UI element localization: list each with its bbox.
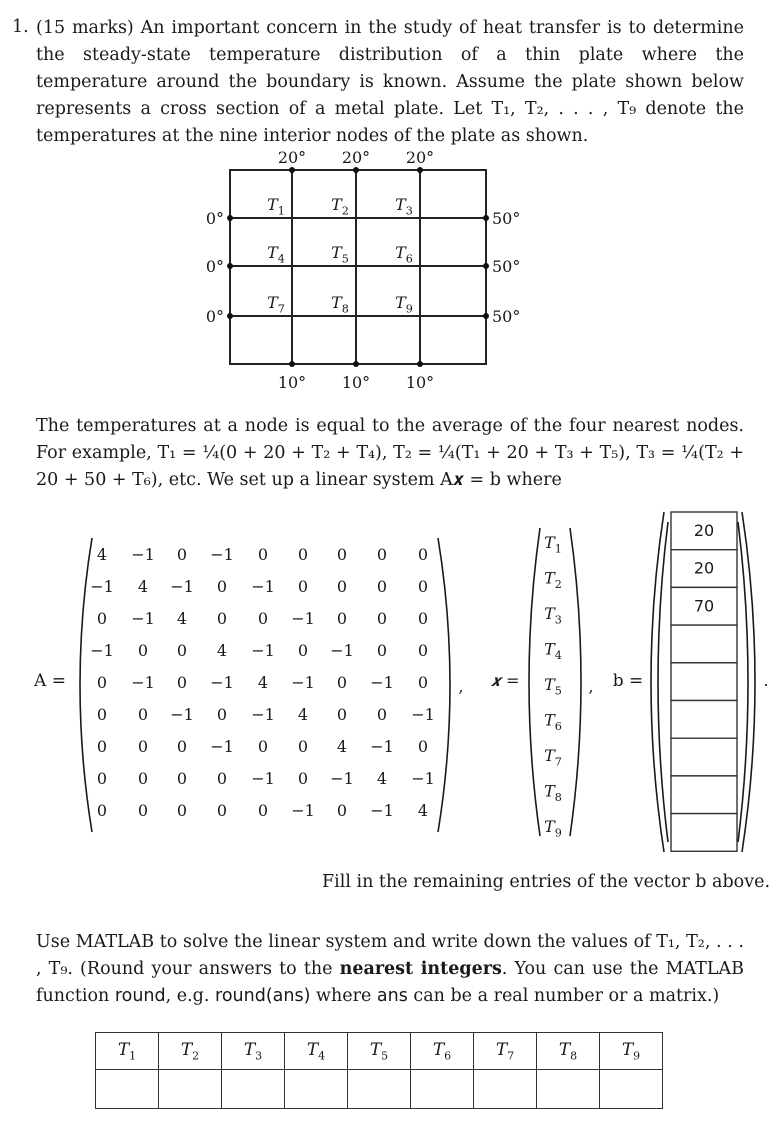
matrix-a-entry: −1 <box>330 769 354 788</box>
matrix-a-entry: −1 <box>370 801 394 820</box>
matrix-a-entry: 0 <box>137 769 149 788</box>
matrix-a-entry: 0 <box>297 769 309 788</box>
matrix-a-entry: 0 <box>417 641 429 660</box>
node-label-t4: $T_4$ <box>267 243 285 266</box>
matrix-a-entry: 0 <box>257 609 269 628</box>
top-temperature-label: 20° <box>405 148 435 167</box>
question-number: 1. <box>12 17 29 37</box>
left-boundary-node <box>227 263 233 269</box>
left-temperature-label: 0° <box>205 307 224 326</box>
solve-text-1: Use MATLAB to solve the linear system and write down the values of T₁, T₂, . . . , T₉. (Round your answers to the <box>36 932 744 979</box>
matrix-a-entry: 4 <box>417 801 429 820</box>
left-boundary-node <box>227 215 233 221</box>
matrix-a-entry: −1 <box>251 577 275 596</box>
matrix-a-entry: 0 <box>257 801 269 820</box>
bottom-boundary-node <box>289 361 295 367</box>
right-temperature-label: 50° <box>492 209 521 228</box>
answer-cell-t3[interactable] <box>222 1070 285 1109</box>
matrix-a-entry: 0 <box>336 801 348 820</box>
matrix-a-entry: 0 <box>137 705 149 724</box>
right-boundary-node <box>483 263 489 269</box>
matrix-a-entry: 0 <box>417 673 429 692</box>
matrix-a-entry: 0 <box>176 769 188 788</box>
matrix-a-entry: −1 <box>210 673 234 692</box>
answer-table <box>95 1032 663 1109</box>
top-boundary-node <box>289 167 295 173</box>
top-temperature-label: 20° <box>341 148 371 167</box>
vector-b-cell[interactable] <box>671 776 737 814</box>
matrix-a-entry: 0 <box>216 801 228 820</box>
matrix-a-entry: 4 <box>216 641 228 660</box>
matrix-a-entry: 4 <box>96 545 108 564</box>
matrix-a-entry: 0 <box>376 545 388 564</box>
comma-after-a: , <box>458 677 464 696</box>
solve-text-5: can be a real number or a matrix.) <box>407 986 720 1006</box>
vector-x-entry-t9: $T_9$ <box>544 817 562 840</box>
answer-cell-t7[interactable] <box>474 1070 537 1109</box>
answer-cell-t2[interactable] <box>159 1070 222 1109</box>
answer-header-t4: $T_4$ <box>285 1033 348 1070</box>
matrix-a-entry: 0 <box>137 737 149 756</box>
vector-b-cell[interactable] <box>671 701 737 739</box>
matrix-a-entry: 4 <box>257 673 269 692</box>
vector-x-entry-t7: $T_7$ <box>544 746 562 769</box>
matrix-a-entry: 0 <box>336 705 348 724</box>
matrix-a-entry: 4 <box>137 577 149 596</box>
solve-text-4: where <box>310 986 377 1006</box>
plate-diagram <box>180 140 540 400</box>
matrix-a-entry: −1 <box>370 737 394 756</box>
answer-header-t3: $T_3$ <box>222 1033 285 1070</box>
answer-header-row <box>96 1033 663 1070</box>
answer-header-t9: $T_9$ <box>600 1033 663 1070</box>
matrix-a-entry: 4 <box>336 737 348 756</box>
matrix-a-entry: 0 <box>297 577 309 596</box>
matrix-a-entry: −1 <box>170 705 194 724</box>
right-boundary-node <box>483 313 489 319</box>
averaging-text: The temperatures at a node is equal to the average of the four nearest nodes. For example, T₁ = ¼(0 + 20 + T₂ + T₄), T₂ = ¼(T₁ + 20 + T₃ + T₅), T₃ = ¼(T₂ + 20 + 50 + T₆), etc. We set up a linear system A𝒙 = b where <box>36 416 744 490</box>
answer-header-t8: $T_8$ <box>537 1033 600 1070</box>
top-boundary-node <box>353 167 359 173</box>
matrix-a-entry: 4 <box>176 609 188 628</box>
matrix-a-entry: −1 <box>90 641 114 660</box>
matrix-a-entry: 0 <box>297 737 309 756</box>
answer-header-t6: $T_6$ <box>411 1033 474 1070</box>
matrix-a-entry: 0 <box>96 769 108 788</box>
answer-cell-t4[interactable] <box>285 1070 348 1109</box>
left-boundary-node <box>227 313 233 319</box>
vector-b-entry: 20 <box>693 521 715 540</box>
vector-x-label: 𝒙 = <box>490 671 520 690</box>
node-label-t3: $T_3$ <box>395 195 413 218</box>
answer-cell-t1[interactable] <box>96 1070 159 1109</box>
vector-b-cell[interactable] <box>671 814 737 852</box>
vector-b-label: b = <box>612 671 644 691</box>
top-boundary-node <box>417 167 423 173</box>
answer-cell-t6[interactable] <box>411 1070 474 1109</box>
bottom-boundary-node <box>353 361 359 367</box>
solve-paragraph <box>36 929 744 1010</box>
answer-header-t2: $T_2$ <box>159 1033 222 1070</box>
matrix-a-entry: 0 <box>376 641 388 660</box>
vector-x-entry-t6: $T_6$ <box>544 710 562 733</box>
node-label-t5: $T_5$ <box>331 243 349 266</box>
matrix-a-entry: 0 <box>336 609 348 628</box>
matrix-a-entry: 0 <box>417 737 429 756</box>
question-intro <box>36 15 744 150</box>
matrix-a-entry: 0 <box>216 705 228 724</box>
node-label-t6: $T_6$ <box>395 243 413 266</box>
left-temperature-label: 0° <box>205 257 224 276</box>
matrix-a-entry: −1 <box>90 577 114 596</box>
vector-b-left-paren-inner <box>658 522 668 842</box>
vector-b-cell[interactable] <box>671 738 737 776</box>
vector-b-cell[interactable] <box>671 663 737 701</box>
matrix-a-entry: −1 <box>251 641 275 660</box>
matrix-a-entry: 0 <box>137 801 149 820</box>
answer-header-t5: $T_5$ <box>348 1033 411 1070</box>
matrix-a-entry: 0 <box>176 737 188 756</box>
matrix-a-entry: −1 <box>210 737 234 756</box>
vector-b-entry: 70 <box>693 596 715 616</box>
matrix-a-entry: −1 <box>291 609 315 628</box>
matrix-a-entry: 0 <box>336 673 348 692</box>
solve-text-3: , e.g. <box>165 986 216 1006</box>
matrix-a-entry: 0 <box>257 545 269 564</box>
matrix-a-entry: 0 <box>96 705 108 724</box>
matrix-a-entry: −1 <box>330 641 354 660</box>
matrix-a-entry: −1 <box>251 705 275 724</box>
vector-b-cell[interactable] <box>671 625 737 663</box>
matrix-a-entry: −1 <box>370 673 394 692</box>
intro-text: (15 marks) An important concern in the study of heat transfer is to determine the steady-state temperature distribution of a thin plate where the temperature around the boundary is known. Assume the plate shown below represents a cross section of a metal plate. Let T₁, T₂, . . . , T₉ denote the temperatures at the nine interior nodes of the plate as shown. <box>36 18 744 146</box>
matrix-a-entry: −1 <box>411 769 435 788</box>
bottom-temperature-label: 10° <box>405 373 435 392</box>
matrix-a-entry: −1 <box>291 673 315 692</box>
matrix-a-entry: 0 <box>216 609 228 628</box>
matrix-a-entry: −1 <box>170 577 194 596</box>
vector-x-left-paren <box>529 528 540 836</box>
matrix-a-entry: 0 <box>336 545 348 564</box>
answer-cell-t5[interactable] <box>348 1070 411 1109</box>
answer-header-t7: $T_7$ <box>474 1033 537 1070</box>
code-round: round <box>114 986 166 1006</box>
code-ans: ans <box>376 986 408 1006</box>
matrix-a-entry: 0 <box>176 673 188 692</box>
bottom-temperature-label: 10° <box>341 373 371 392</box>
matrix-a-entry: 0 <box>96 737 108 756</box>
matrix-a-entry: 0 <box>96 673 108 692</box>
vector-x-right-paren <box>570 528 581 836</box>
matrix-a-entry: 0 <box>96 801 108 820</box>
matrix-a-entry: 4 <box>376 769 388 788</box>
solve-bold: nearest integers <box>339 959 502 979</box>
node-label-t9: $T_9$ <box>395 293 413 316</box>
matrix-a-entry: −1 <box>411 705 435 724</box>
matrix-a-entry: −1 <box>131 545 155 564</box>
node-label-t2: $T_2$ <box>331 195 349 218</box>
matrix-a-entry: 0 <box>376 609 388 628</box>
matrix-a-entry: −1 <box>131 673 155 692</box>
matrix-a-entry: −1 <box>251 769 275 788</box>
vector-x-entry-t4: $T_4$ <box>544 639 562 662</box>
answer-cell-t9[interactable] <box>600 1070 663 1109</box>
matrix-a-entry: 0 <box>376 577 388 596</box>
node-label-t7: $T_7$ <box>267 293 285 316</box>
matrix-a-entry: 0 <box>417 545 429 564</box>
matrix-a-entry: −1 <box>291 801 315 820</box>
comma-after-x: , <box>588 677 594 696</box>
matrix-a-entry: 0 <box>417 609 429 628</box>
matrix-a-entry: 0 <box>96 609 108 628</box>
vector-b-entry: 20 <box>693 558 715 578</box>
matrix-a-entry: 0 <box>336 577 348 596</box>
matrix-a-entry: 0 <box>137 641 149 660</box>
matrix-a-right-paren <box>438 538 450 832</box>
matrix-a-entry: 0 <box>176 801 188 820</box>
fill-instruction: Fill in the remaining entries of the vector b above. <box>322 872 771 892</box>
node-label-t8: $T_8$ <box>331 293 349 316</box>
matrix-a-entry: 0 <box>417 577 429 596</box>
averaging-paragraph <box>36 413 744 494</box>
right-temperature-label: 50° <box>492 307 521 326</box>
matrix-a-label: A = <box>34 671 66 691</box>
solve-text-2: . You can use the MATLAB function <box>36 959 744 1006</box>
matrix-a-entry: 0 <box>216 577 228 596</box>
top-temperature-label: 20° <box>277 148 307 167</box>
bottom-temperature-label: 10° <box>277 373 307 392</box>
matrix-a-entry: −1 <box>131 609 155 628</box>
answer-value-row <box>96 1070 663 1109</box>
answer-header-t1: $T_1$ <box>96 1033 159 1070</box>
matrix-a-entry: 0 <box>176 545 188 564</box>
code-round-ans: round(ans) <box>215 986 311 1006</box>
answer-cell-t8[interactable] <box>537 1070 600 1109</box>
right-temperature-label: 50° <box>492 257 521 276</box>
node-label-t1: $T_1$ <box>267 195 285 218</box>
vector-x-entry-t5: $T_5$ <box>544 675 562 698</box>
matrix-a-entry: 0 <box>376 705 388 724</box>
matrix-a-entry: 0 <box>257 737 269 756</box>
vector-x-entry-t2: $T_2$ <box>544 568 562 591</box>
right-boundary-node <box>483 215 489 221</box>
linear-system <box>0 500 778 865</box>
matrix-a-entry: 0 <box>216 769 228 788</box>
matrix-a-entry: 0 <box>176 641 188 660</box>
period-after-b: . <box>763 671 769 690</box>
left-temperature-label: 0° <box>205 209 224 228</box>
matrix-a-entry: 0 <box>297 545 309 564</box>
matrix-a-entry: 0 <box>297 641 309 660</box>
vector-x-entry-t8: $T_8$ <box>544 781 562 804</box>
vector-x-entry-t1: $T_1$ <box>544 533 562 556</box>
vector-x-entry-t3: $T_3$ <box>544 604 562 627</box>
matrix-a-entry: 4 <box>297 705 309 724</box>
vector-b-right-paren-inner <box>738 522 748 842</box>
matrix-a-entry: −1 <box>210 545 234 564</box>
bottom-boundary-node <box>417 361 423 367</box>
